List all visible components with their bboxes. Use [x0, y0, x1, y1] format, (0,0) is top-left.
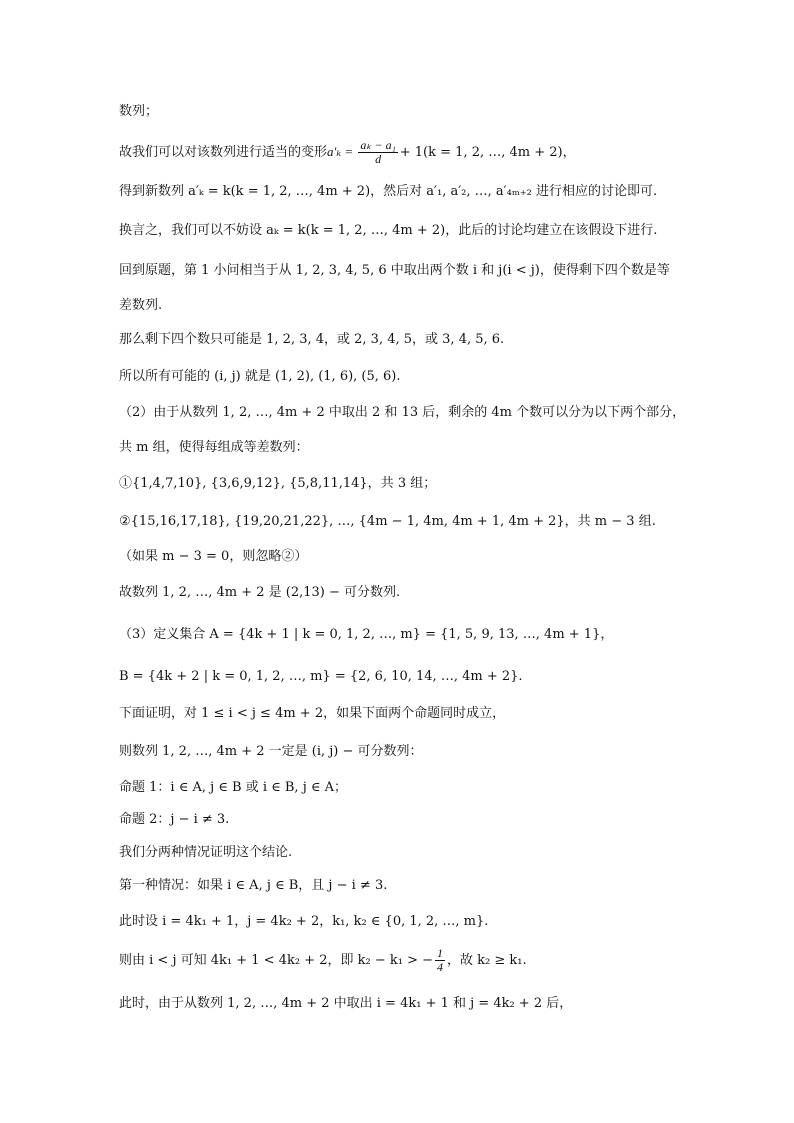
line-9: （2）由于从数列 1, 2, …, 4m + 2 中取出 2 和 13 后，剩余的 4m 个数可以分为以下两个部分，	[119, 405, 686, 420]
line-16: B = {4k + 2 | k = 0, 1, 2, …, m} = {2, 6, 10, 14, …, 4m + 2}.	[119, 669, 523, 684]
line-24-pre: 则由 i < j 可知 4k₁ + 1 < 4k₂ + 2，即 k₂ − k₁ > −	[119, 953, 433, 968]
line-20: 命题 2：j − i ≠ 3.	[119, 812, 230, 827]
fraction-numerator: aₖ − a₁	[360, 138, 396, 152]
line-25: 此时，由于从数列 1, 2, …, 4m + 2 中取出 i = 4k₁ + 1 和 j = 4k₂ + 2 后，	[119, 996, 573, 1011]
line-2-math: a′ₖ =	[327, 144, 357, 159]
line-6: 差数列.	[119, 298, 163, 313]
fraction	[435, 947, 445, 974]
fraction	[358, 139, 397, 166]
line-2	[119, 139, 576, 166]
line-19: 命题 1：i ∈ A, j ∈ B 或 i ∈ B, j ∈ A；	[119, 780, 348, 795]
line-18: 则数列 1, 2, …, 4m + 2 一定是 (i, j) − 可分数列：	[119, 744, 423, 759]
line-10: 共 m 组，使得每组成等差数列：	[119, 440, 309, 455]
line-14: 故数列 1, 2, …, 4m + 2 是 (2,13) − 可分数列.	[119, 585, 401, 600]
line-13: （如果 m − 3 = 0，则忽略②）	[119, 549, 308, 564]
line-11: ①{1,4,7,10}, {3,6,9,12}, {5,8,11,14}，共 3 组；	[119, 476, 437, 491]
line-22: 第一种情况：如果 i ∈ A, j ∈ B，且 j − i ≠ 3.	[119, 878, 388, 893]
line-8: 所以所有可能的 (i, j) 就是 (1, 2), (1, 6), (5, 6).	[119, 369, 401, 384]
line-24	[119, 947, 527, 974]
line-5: 回到原题，第 1 小问相当于从 1, 2, 3, 4, 5, 6 中取出两个数 i 和 j(i < j)，使得剩下四个数是等	[119, 263, 670, 278]
line-2-pre: 故我们可以对该数列进行适当的变形	[119, 145, 328, 160]
line-21: 我们分两种情况证明这个结论.	[119, 845, 293, 860]
line-24-post: ，故 k₂ ≥ k₁.	[447, 953, 527, 968]
line-4: 换言之，我们可以不妨设 aₖ = k(k = 1, 2, …, 4m + 2)，此后的讨论均建立在该假设下进行.	[119, 223, 658, 238]
line-2-post: + 1(k = 1, 2, …, 4m + 2)，	[399, 145, 576, 160]
fraction-denominator: 4	[437, 960, 443, 974]
line-17: 下面证明，对 1 ≤ i < j ≤ 4m + 2，如果下面两个命题同时成立，	[119, 706, 506, 721]
fraction-numerator: 1	[437, 946, 443, 960]
line-7: 那么剩下四个数只可能是 1, 2, 3, 4，或 2, 3, 4, 5，或 3, 4, 5, 6.	[119, 332, 505, 347]
line-15: （3）定义集合 A = {4k + 1 | k = 0, 1, 2, …, m} = {1, 5, 9, 13, …, 4m + 1}，	[119, 627, 614, 642]
line-23: 此时设 i = 4k₁ + 1，j = 4k₂ + 2，k₁, k₂ ∈ {0, 1, 2, …, m}.	[119, 914, 489, 929]
line-1: 数列；	[119, 104, 159, 119]
fraction-denominator: d	[375, 152, 382, 166]
line-3: 得到新数列 a′ₖ = k(k = 1, 2, …, 4m + 2)，然后对 a′₁, a′₂, …, a′₄ₘ₊₂ 进行相应的讨论即可.	[119, 184, 658, 199]
line-12: ②{15,16,17,18}, {19,20,21,22}, …, {4m − 1, 4m, 4m + 1, 4m + 2}，共 m − 3 组.	[119, 514, 656, 529]
